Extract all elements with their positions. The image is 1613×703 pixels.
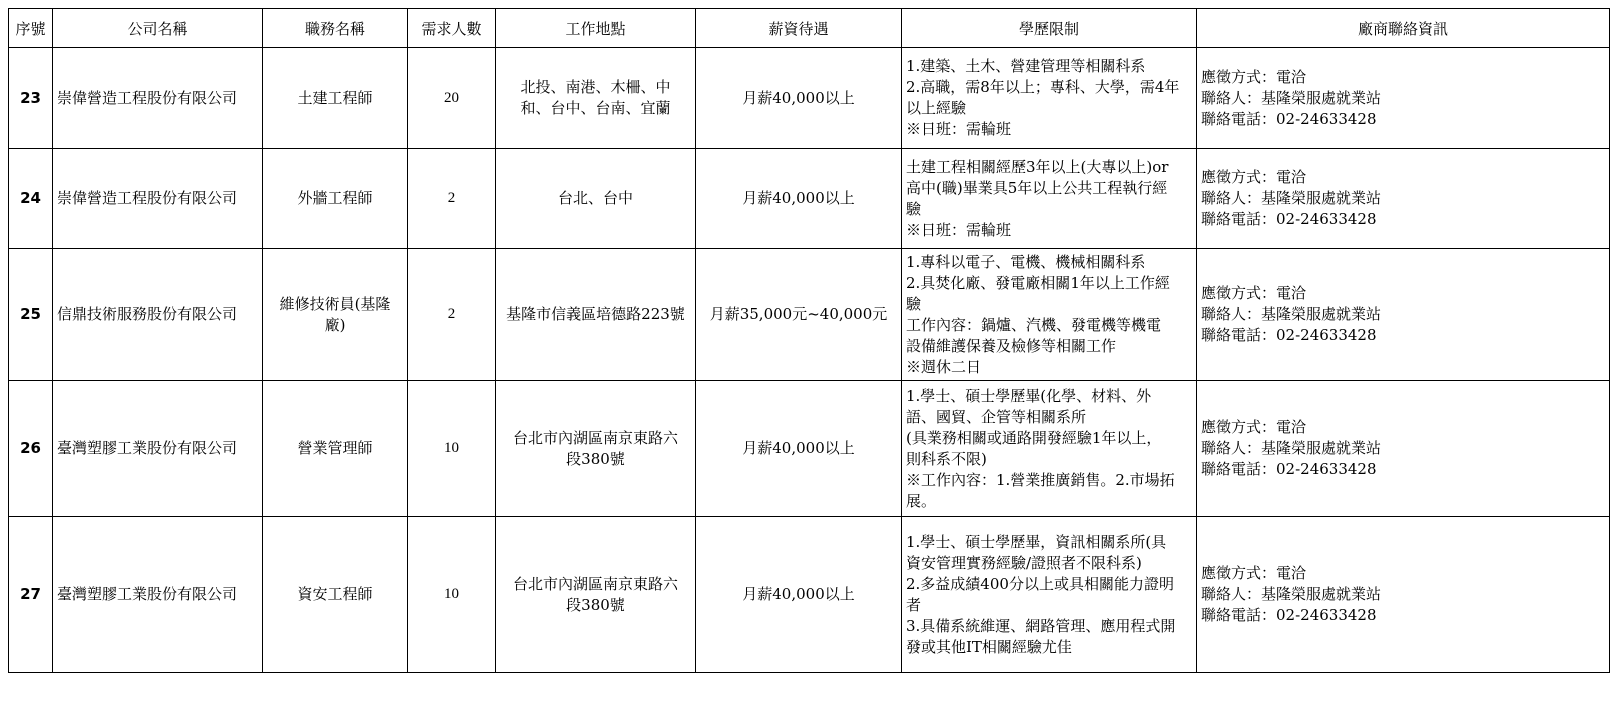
cell-line: 應徵方式：電洽 bbox=[1201, 284, 1307, 302]
cell-line: 基隆市信義區培德路223號 bbox=[506, 305, 685, 323]
cell-line: 聯絡人：基隆榮服處就業站 bbox=[1201, 88, 1382, 107]
job-title: 資安工程師 bbox=[263, 517, 408, 673]
table-row bbox=[9, 149, 1610, 249]
job-title: 外牆工程師 bbox=[263, 149, 408, 249]
cell-line: 2.多益成績400分以上或具相關能力證明 bbox=[906, 574, 1174, 593]
cell-line: 維修技術員(基隆 bbox=[279, 294, 391, 313]
contact-info bbox=[1197, 249, 1610, 381]
cell-line: 聯絡電話：02-24633428 bbox=[1201, 109, 1377, 128]
company-name: 崇偉營造工程股份有限公司 bbox=[53, 149, 263, 249]
cell-line: 1.建築、土木、營建管理等相關科系 bbox=[906, 57, 1146, 75]
job-title bbox=[263, 249, 408, 381]
job-listing-table-wrapper bbox=[8, 8, 1610, 673]
cell-line: 台北市內湖區南京東路六 bbox=[512, 428, 678, 447]
work-location bbox=[496, 48, 696, 149]
header-location: 工作地點 bbox=[496, 9, 696, 48]
cell-line: 展。 bbox=[906, 491, 937, 510]
cell-line: ※工作內容：1.營業推廣銷售。2.市場拓 bbox=[906, 470, 1175, 489]
salary: 月薪40,000以上 bbox=[696, 381, 902, 517]
cell-line: 資安管理實務經驗/證照者不限科系) bbox=[906, 553, 1142, 572]
table-row bbox=[9, 517, 1610, 673]
cell-line: 台北市內湖區南京東路六 bbox=[512, 574, 678, 593]
cell-line: 1.學士、碩士學歷畢(化學、材料、外 bbox=[906, 386, 1152, 405]
cell-line: 段380號 bbox=[566, 449, 625, 468]
cell-line: 設備維護保養及檢修等相關工作 bbox=[906, 336, 1117, 355]
header-company: 公司名稱 bbox=[53, 9, 263, 48]
company-name: 崇偉營造工程股份有限公司 bbox=[53, 48, 263, 149]
company-name: 信鼎技術服務股份有限公司 bbox=[53, 249, 263, 381]
salary: 月薪40,000以上 bbox=[696, 48, 902, 149]
contact-info bbox=[1197, 149, 1610, 249]
cell-line: 聯絡人：基隆榮服處就業站 bbox=[1201, 189, 1382, 207]
cell-line: 發或其他IT相關經驗尤佳 bbox=[906, 637, 1072, 656]
education-requirements bbox=[902, 517, 1197, 673]
cell-line: 聯絡人：基隆榮服處就業站 bbox=[1201, 305, 1382, 323]
salary: 月薪40,000以上 bbox=[696, 149, 902, 249]
cell-line: 1.學士、碩士學歷畢，資訊相關系所(具 bbox=[906, 532, 1167, 551]
headcount: 10 bbox=[408, 517, 496, 673]
header-no: 序號 bbox=[9, 9, 53, 48]
work-location bbox=[496, 149, 696, 249]
cell-line: 應徵方式：電洽 bbox=[1201, 168, 1307, 186]
education-requirements bbox=[902, 249, 1197, 381]
contact-info bbox=[1197, 381, 1610, 517]
education-requirements bbox=[902, 149, 1197, 249]
cell-line: 應徵方式：電洽 bbox=[1201, 564, 1307, 582]
cell-line: 聯絡人：基隆榮服處就業站 bbox=[1201, 439, 1382, 457]
job-title: 土建工程師 bbox=[263, 48, 408, 149]
cell-line: 3.具備系統維運、網路管理、應用程式開 bbox=[906, 616, 1176, 635]
cell-line: 台北、台中 bbox=[557, 189, 633, 207]
company-name: 臺灣塑膠工業股份有限公司 bbox=[53, 517, 263, 673]
table-row bbox=[9, 249, 1610, 381]
cell-line: 聯絡人：基隆榮服處就業站 bbox=[1201, 585, 1382, 603]
cell-line: 北投、南港、木柵、中 bbox=[520, 78, 671, 96]
headcount: 2 bbox=[408, 249, 496, 381]
cell-line: (具業務相關或通路開發經驗1年以上， bbox=[906, 428, 1162, 447]
headcount: 10 bbox=[408, 381, 496, 517]
cell-line: 語、國貿、企管等相關系所 bbox=[906, 407, 1087, 426]
row-number: 27 bbox=[9, 517, 53, 673]
cell-line: ※日班：需輪班 bbox=[906, 120, 1012, 138]
cell-line: 土建工程相關經歷3年以上(大專以上)or bbox=[906, 157, 1169, 176]
row-number: 23 bbox=[9, 48, 53, 149]
cell-line: 驗 bbox=[906, 294, 922, 313]
cell-line: 聯絡電話：02-24633428 bbox=[1201, 326, 1377, 344]
cell-line: ※日班：需輪班 bbox=[906, 220, 1012, 239]
cell-line: 高中(職)畢業具5年以上公共工程執行經 bbox=[906, 178, 1168, 197]
cell-line: 和、台中、台南、宜蘭 bbox=[520, 99, 671, 117]
salary: 月薪35,000元~40,000元 bbox=[696, 249, 902, 381]
education-requirements bbox=[902, 48, 1197, 149]
cell-line: 1.專科以電子、電機、機械相關科系 bbox=[906, 252, 1146, 271]
cell-line: 工作內容：鍋爐、汽機、發電機等機電 bbox=[906, 315, 1162, 334]
cell-line: 應徵方式：電洽 bbox=[1201, 67, 1307, 86]
work-location bbox=[496, 517, 696, 673]
header-education: 學歷限制 bbox=[902, 9, 1197, 48]
education-requirements bbox=[902, 381, 1197, 517]
cell-line: 則科系不限) bbox=[906, 449, 987, 468]
row-number: 24 bbox=[9, 149, 53, 249]
cell-line: 者 bbox=[906, 595, 922, 614]
headcount: 2 bbox=[408, 149, 496, 249]
cell-line: 聯絡電話：02-24633428 bbox=[1201, 460, 1377, 478]
salary: 月薪40,000以上 bbox=[696, 517, 902, 673]
job-listing-table bbox=[8, 8, 1610, 673]
header-count: 需求人數 bbox=[408, 9, 496, 48]
row-number: 26 bbox=[9, 381, 53, 517]
cell-line: 應徵方式：電洽 bbox=[1201, 418, 1307, 436]
header-row bbox=[9, 9, 1610, 48]
cell-line: 段380號 bbox=[566, 595, 625, 614]
contact-info bbox=[1197, 48, 1610, 149]
cell-line: 以上經驗 bbox=[906, 99, 967, 117]
headcount: 20 bbox=[408, 48, 496, 149]
header-title: 職務名稱 bbox=[263, 9, 408, 48]
cell-line: 2.高職，需8年以上；專科、大學，需4年 bbox=[906, 78, 1180, 96]
cell-line: 2.具焚化廠、發電廠相關1年以上工作經 bbox=[906, 273, 1170, 292]
cell-line: 廠) bbox=[324, 315, 346, 334]
contact-info bbox=[1197, 517, 1610, 673]
header-contact: 廠商聯絡資訊 bbox=[1197, 9, 1610, 48]
cell-line: 聯絡電話：02-24633428 bbox=[1201, 210, 1377, 228]
company-name: 臺灣塑膠工業股份有限公司 bbox=[53, 381, 263, 517]
table-row bbox=[9, 48, 1610, 149]
header-salary: 薪資待遇 bbox=[696, 9, 902, 48]
work-location bbox=[496, 249, 696, 381]
work-location bbox=[496, 381, 696, 517]
row-number: 25 bbox=[9, 249, 53, 381]
cell-line: 驗 bbox=[906, 199, 922, 218]
cell-line: ※週休二日 bbox=[906, 357, 982, 376]
cell-line: 聯絡電話：02-24633428 bbox=[1201, 606, 1377, 624]
job-title: 營業管理師 bbox=[263, 381, 408, 517]
table-row bbox=[9, 381, 1610, 517]
